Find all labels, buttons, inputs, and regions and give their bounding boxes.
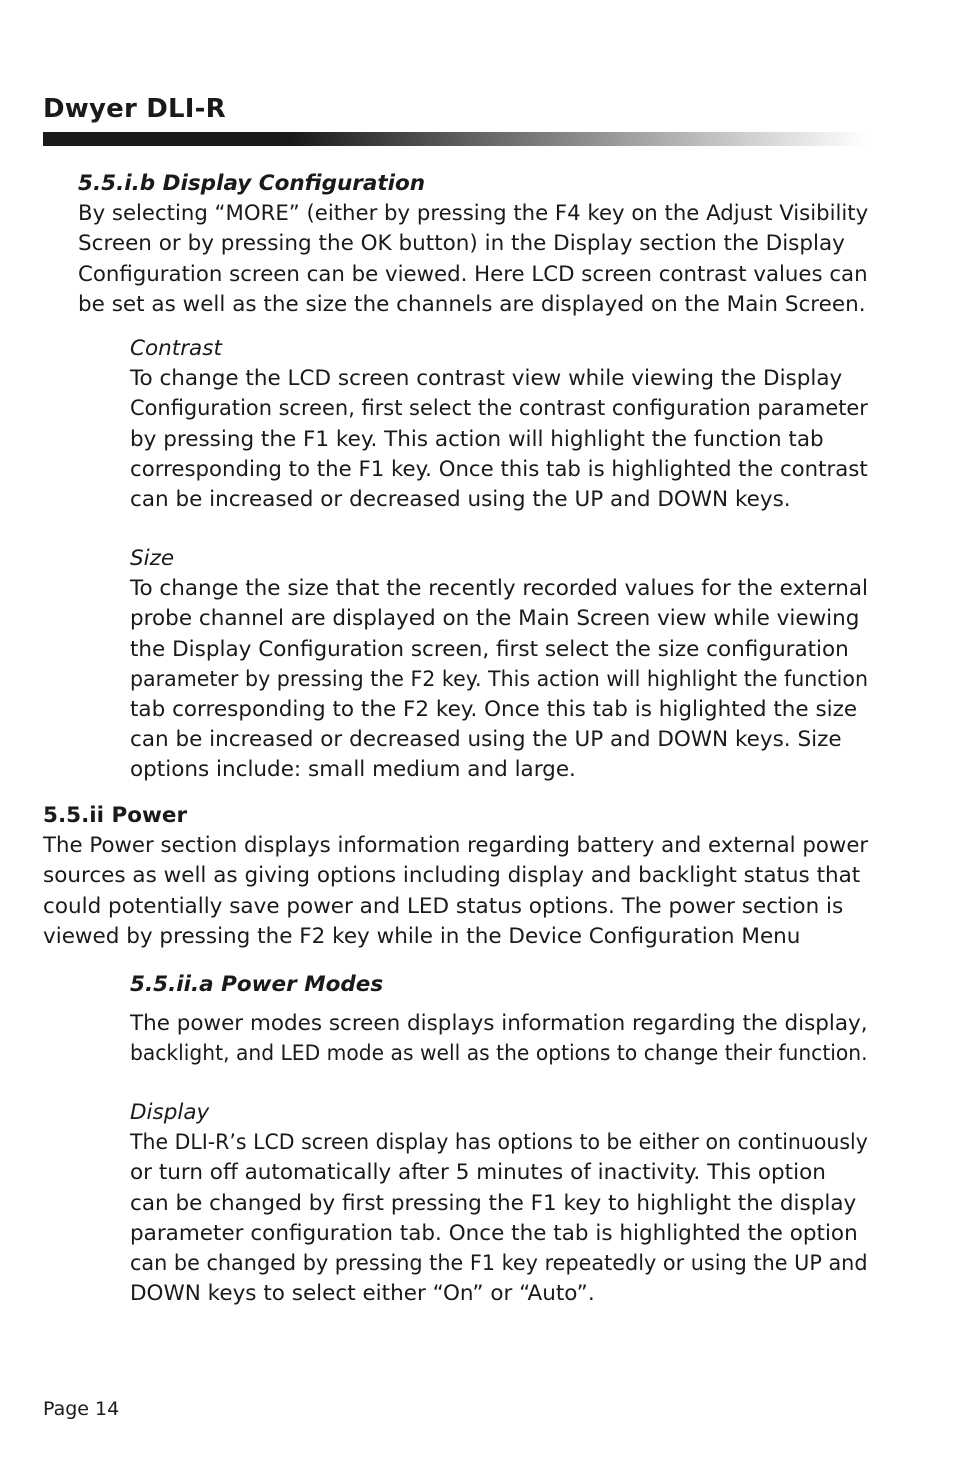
subsection-heading: Display [130, 1100, 210, 1125]
body-line: the Display Configuration screen, first select the size configuration [130, 636, 849, 662]
power-modes-body [130, 1009, 913, 1069]
body-line: viewed by pressing the F2 key while in the Device Configuration Menu [43, 923, 801, 949]
body-line: sources as well as giving options including display and backlight status that [43, 863, 861, 889]
body-line: backlight, and LED mode as well as the options to change their function. [130, 1041, 868, 1067]
subsection-display [130, 1098, 905, 1309]
body-line: by pressing the F1 key. This action will highlight the function tab [130, 426, 824, 452]
body-line: To change the LCD screen contrast view while viewing the Display [130, 366, 843, 392]
subsection-heading: Size [130, 546, 175, 571]
body-line: parameter by pressing the F2 key. This action will highlight the function [130, 666, 868, 692]
body-line: parameter configuration tab. Once the tab is highlighted the option [130, 1220, 858, 1246]
body-line: The DLI-R’s LCD screen display has options to be either on continuously [130, 1130, 868, 1156]
section-heading: 5.5.ii.a Power Modes [130, 972, 384, 997]
section-heading: 5.5.i.b Display Configuration [78, 171, 426, 196]
body-line: The power modes screen displays information regarding the display, [130, 1011, 868, 1036]
body-line: options include: small medium and large. [130, 757, 576, 783]
body-line: be set as well as the size the channels are displayed on the Main Screen. [78, 291, 866, 317]
body-line: can be changed by first pressing the F1 key to highlight the display [130, 1190, 857, 1216]
section-display-configuration [78, 169, 878, 320]
body-line: can be increased or decreased using the UP and DOWN keys. [130, 487, 791, 513]
header-gradient-bar [43, 132, 867, 146]
body-line: The Power section displays information regarding battery and external power [43, 833, 869, 859]
body-line: Configuration screen, first select the contrast configuration parameter [130, 396, 868, 422]
body-line: corresponding to the F1 key. Once this tab is highlighted the contrast [130, 456, 868, 482]
body-line: Screen or by pressing the OK button) in the Display section the Display [78, 231, 845, 257]
section-heading: 5.5.ii Power [43, 803, 188, 828]
body-line: probe channel are displayed on the Main Screen view while viewing [130, 606, 860, 632]
page-number: Page 14 [43, 1398, 120, 1420]
subsection-heading: Contrast [130, 336, 222, 361]
subsection-contrast [130, 334, 888, 515]
section-power-modes [130, 970, 383, 1000]
body-line: By selecting “MORE” (either by pressing the F4 key on the Adjust Visibility [78, 201, 869, 227]
body-line: Configuration screen can be viewed. Here LCD screen contrast values can [78, 261, 868, 287]
body-line: or turn off automatically after 5 minutes of inactivity. This option [130, 1160, 826, 1186]
body-line: DOWN keys to select either “On” or “Auto”. [130, 1281, 595, 1307]
subsection-size [130, 544, 902, 786]
body-line: tab corresponding to the F2 key. Once this tab is higlighted the size [130, 697, 858, 723]
body-line: To change the size that the recently recorded values for the external [130, 576, 869, 602]
document-title: Dwyer DLI-R [43, 94, 226, 124]
body-line: can be increased or decreased using the UP and DOWN keys. Size [130, 727, 842, 753]
section-power [43, 801, 876, 952]
body-line: could potentially save power and LED status options. The power section is [43, 893, 844, 919]
body-line: can be changed by pressing the F1 key repeatedly or using the UP and [130, 1251, 868, 1277]
